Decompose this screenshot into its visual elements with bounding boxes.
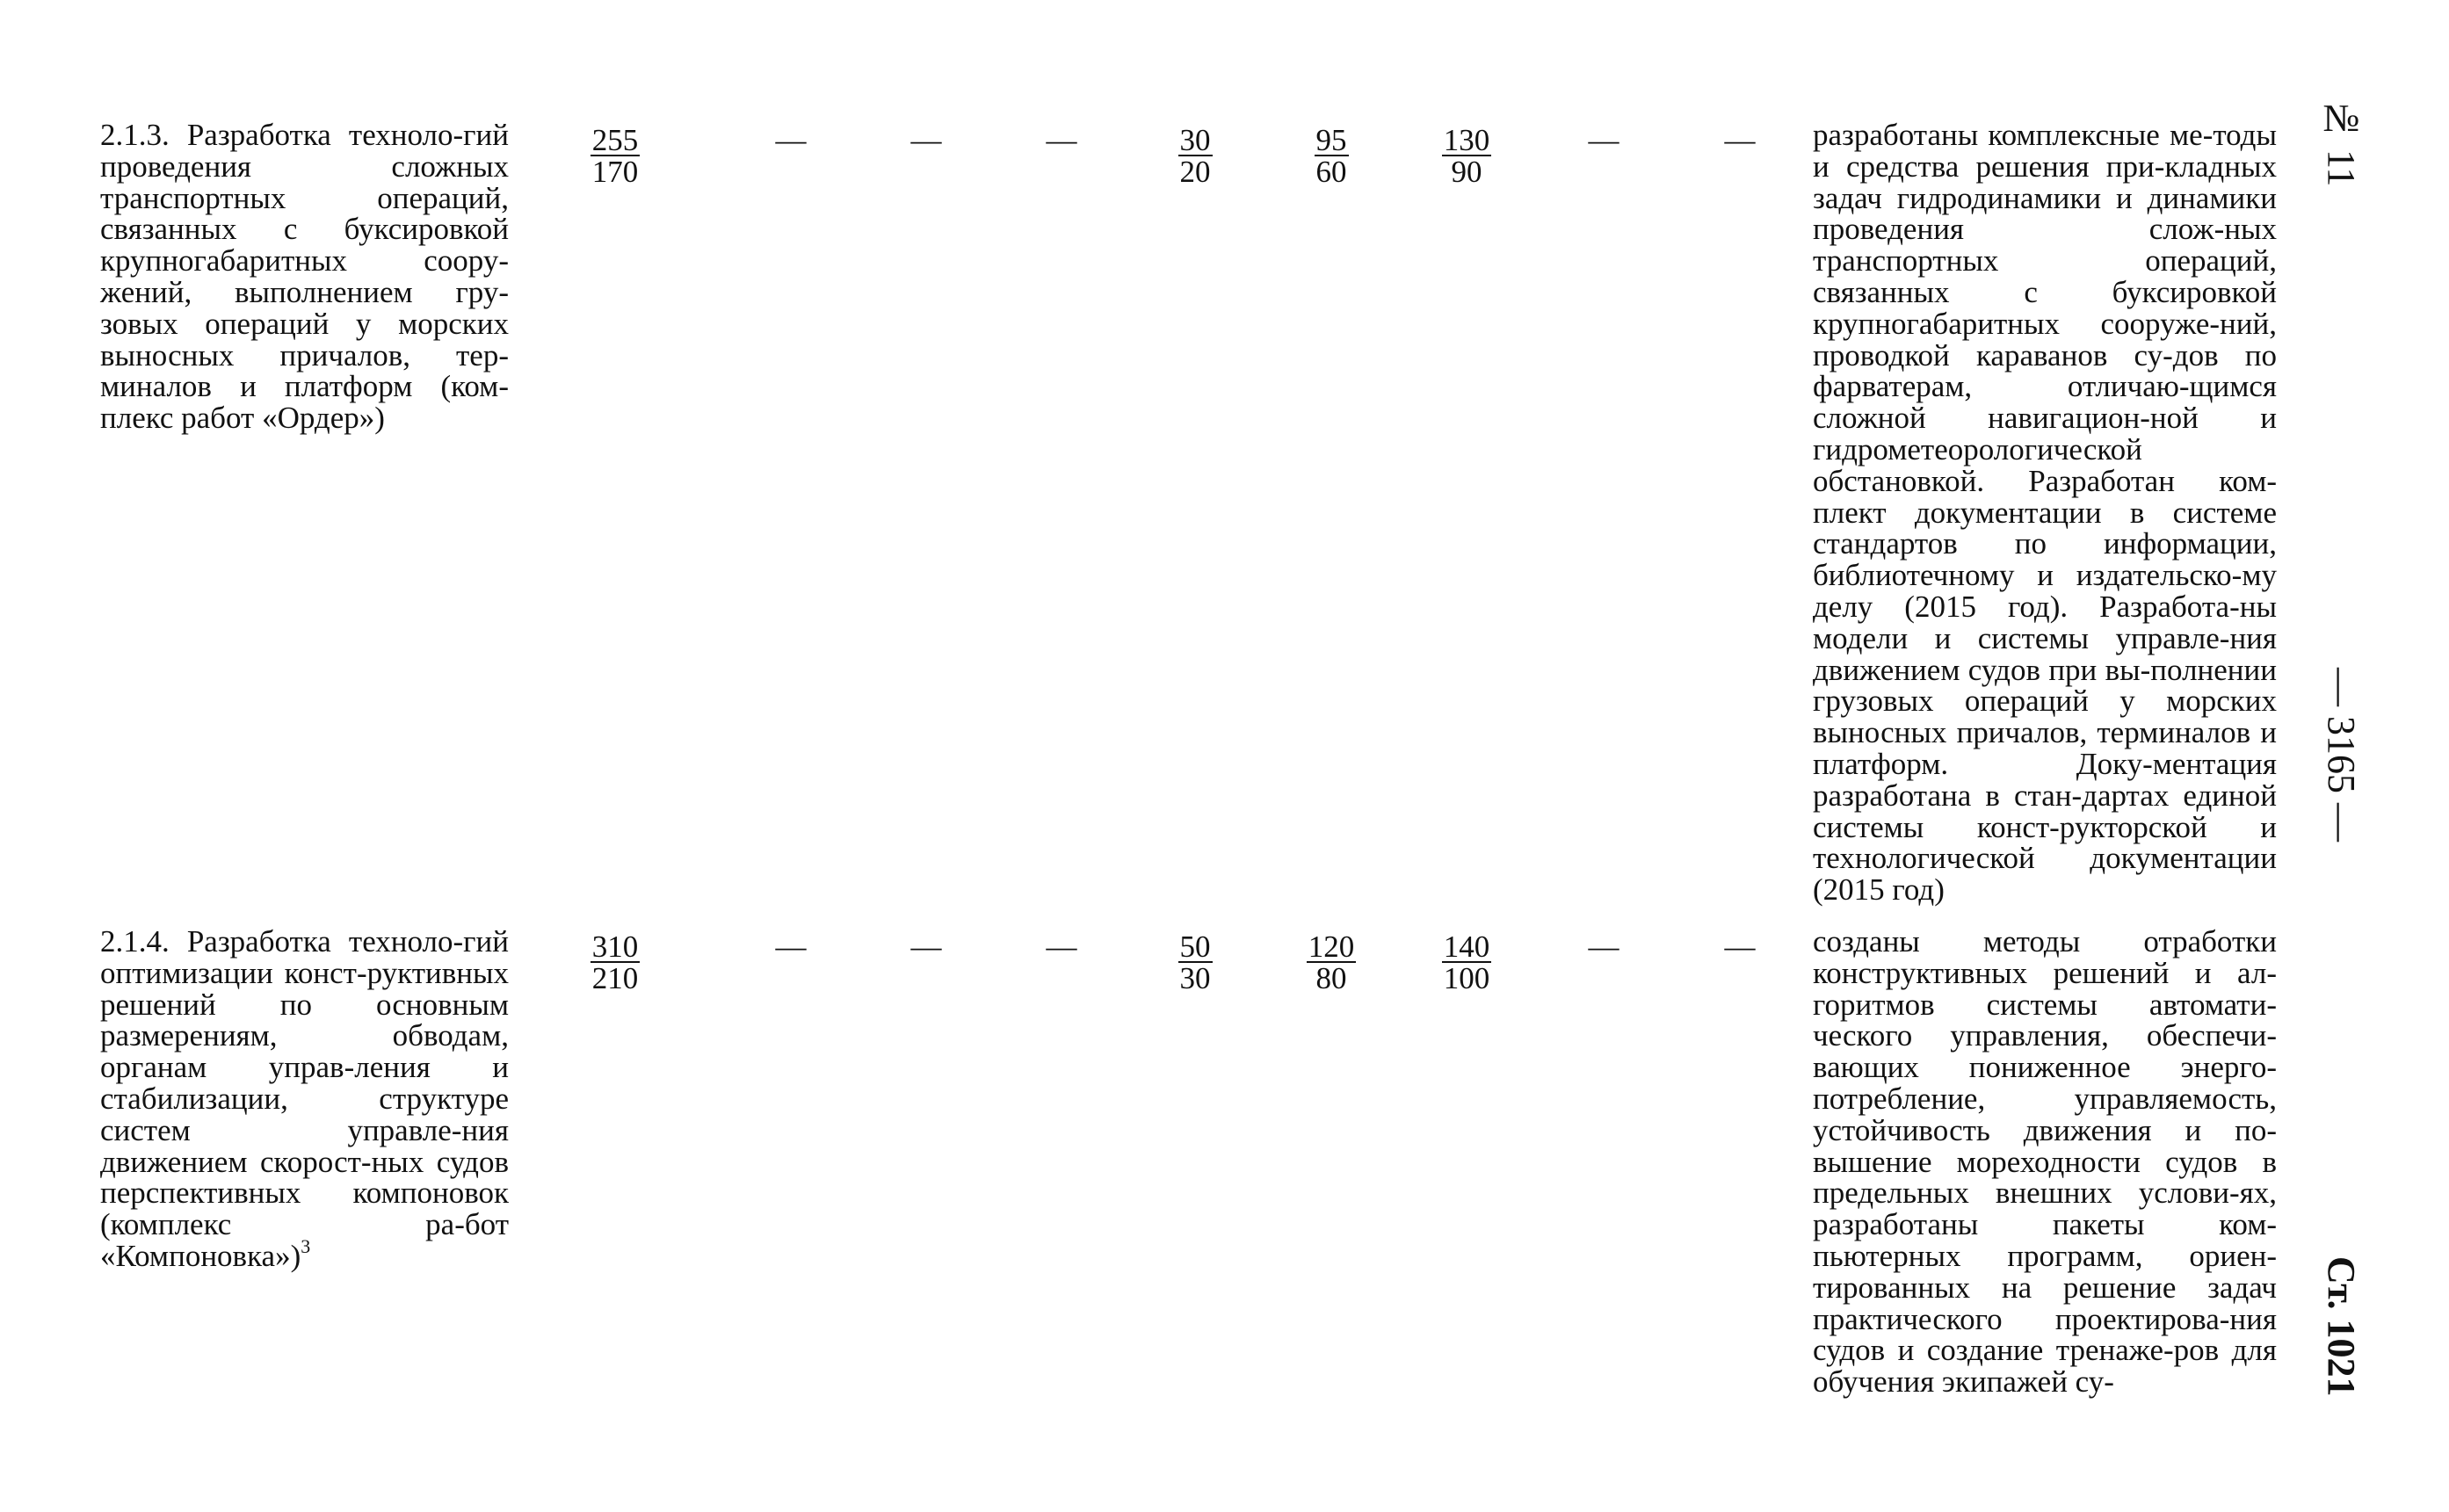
cell-col-g: — [1588,930,1619,964]
footnote-marker: 3 [301,1235,311,1258]
cell-col-d [1156,125,1235,188]
cell-col-b: — [910,123,942,157]
cell-col-h: — [1724,123,1756,157]
col-f-denominator: 90 [1451,155,1482,189]
col-f-numerator: 130 [1443,123,1490,157]
col-d-denominator: 20 [1179,155,1211,189]
total-denominator: 210 [591,961,639,995]
cell-col-f [1427,931,1506,995]
col-d-numerator: 50 [1179,930,1211,964]
col-f-numerator: 140 [1443,930,1490,964]
cell-col-f [1427,125,1506,188]
col-f-denominator: 100 [1443,961,1490,995]
page-number: — 3165 — [2320,668,2363,842]
total-fraction [576,125,655,188]
total-denominator: 170 [591,155,639,189]
total-fraction [576,931,655,995]
col-d-numerator: 30 [1179,123,1211,157]
row-title: 2.1.3. Разработка техноло-гий проведения сложных транспортных операций, связанных с буксировкой крупногабаритных соору-жений, выполнением гру-зовых операций у морских выносных причалов, тер-миналов и платформ (ком-плекс работ «Ордер») [100,118,509,436]
row-title-text: 2.1.4. Разработка техноло-гий оптимизации конст-руктивных решений по основным размерениям, обводам, органам управ-ления и стабилизации, структуре систем управле-ния движением скорост-ных судов перспективных компоновок (комплекс ра-бот «Компоновка») [100,924,509,1273]
col-d-denominator: 30 [1179,961,1211,995]
cell-col-g: — [1588,123,1619,157]
col-e-denominator: 60 [1315,155,1347,189]
cell-col-e [1292,125,1371,188]
col-e-denominator: 80 [1315,961,1347,995]
cell-col-h: — [1724,930,1756,964]
cell-col-c: — [1046,123,1077,157]
cell-col-a: — [775,930,807,964]
issue-number: № 11 [2320,97,2363,187]
col-e-numerator: 95 [1315,123,1347,157]
cell-col-b: — [910,930,942,964]
total-numerator: 255 [591,123,639,157]
cell-col-c: — [1046,930,1077,964]
page-margin-header [2293,0,2399,1512]
row-title [100,926,509,1272]
article-number: Ст. 1021 [2320,1256,2363,1397]
cell-col-a: — [775,123,807,157]
row-result: созданы методы отработки конструктивных решений и ал-горитмов системы автомати-ческого управления, обеспечи-вающих пониженное энерго-потребление, управляемость, устойчивость движения и по-вышение мореходности судов в предельных внешних услови-ях, разработаны пакеты ком-пьютерных программ, ориен-тированных на решение задач практического проектирова-ния судов и создание тренаже-ров для обучения экипажей су- [1813,924,2277,1400]
cell-col-d [1156,931,1235,995]
cell-col-e [1292,931,1371,995]
col-e-numerator: 120 [1308,930,1355,964]
row-result: разработаны комплексные ме-тоды и средства решения при-кладных задач гидродинамики и динамики проведения слож-ных транспортных операций, связанных с буксировкой крупногабаритных сооруже-ний, проводкой караванов су-дов по фарватерам, отличаю-щимся сложной навигацион-ной и гидрометеорологической обстановкой. Разработан ком-плект документации в системе стандартов по информации, библиотечному и издательско-му делу (2015 год). Разработа-ны модели и системы управле-ния движением судов при вы-полнении грузовых операций у морских выносных причалов, терминалов и платформ. Доку-ментация разработана в стан-дартах единой системы конст-рукторской и технологической документации (2015 год) [1813,118,2277,908]
total-numerator: 310 [591,930,639,964]
